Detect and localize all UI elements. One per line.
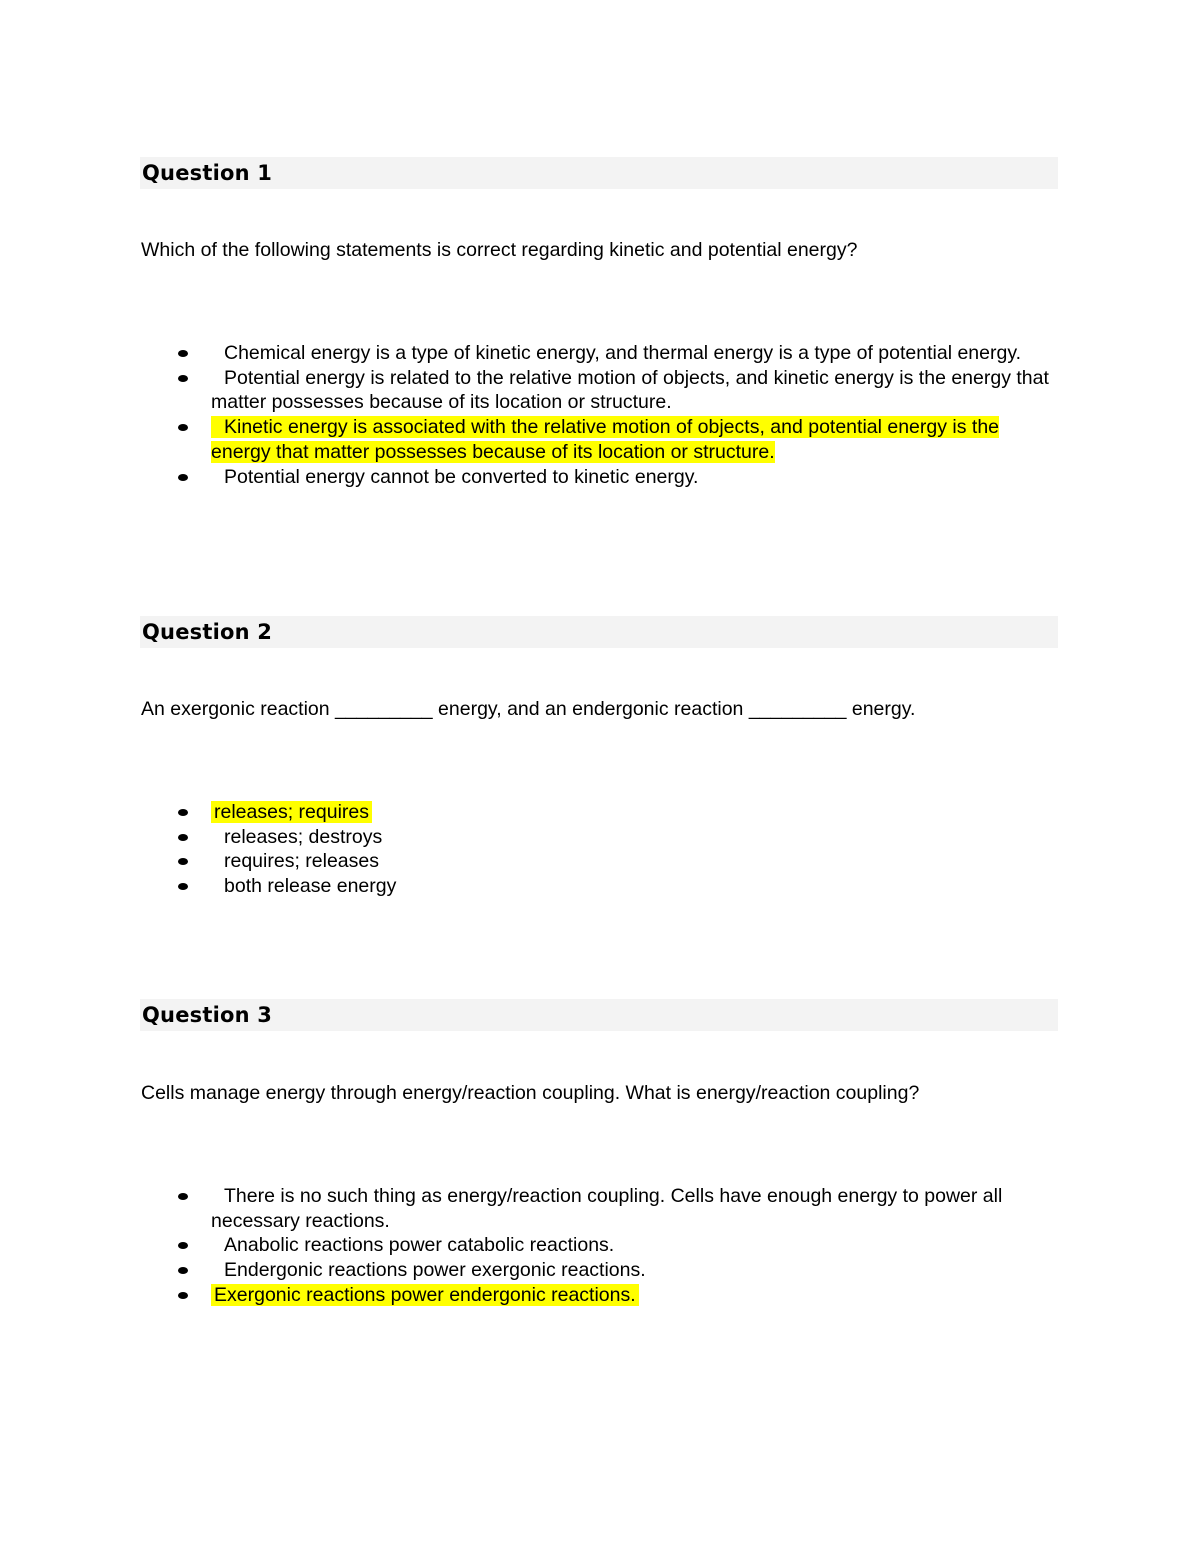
option-text-highlighted: Exergonic reactions power endergonic reactions. (211, 1284, 639, 1306)
question-2-header (140, 616, 1058, 648)
question-1-title: Question 1 (142, 161, 273, 185)
question-2-title: Question 2 (142, 620, 273, 644)
bullet-icon (178, 474, 188, 481)
option-text: There is no such thing as energy/reaction coupling. Cells have enough energy to power all necessary reactions. (211, 1185, 1003, 1232)
question-1-header (140, 157, 1058, 189)
option-text: Anabolic reactions power catabolic reactions. (224, 1234, 615, 1257)
option-text: Endergonic reactions power exergonic reactions. (224, 1259, 646, 1282)
bullet-icon (178, 350, 188, 357)
bullet-icon (178, 1267, 188, 1274)
bullet-icon (178, 424, 188, 431)
question-3-option-4-correct (0, 1283, 1059, 1308)
question-1-options (0, 341, 1200, 489)
question-3-option-2 (0, 1233, 1059, 1258)
question-2-option-4 (0, 874, 1059, 899)
question-1-option-4 (0, 465, 1059, 490)
bullet-icon (178, 1193, 188, 1200)
option-text: Chemical energy is a type of kinetic energy, and thermal energy is a type of potential energy. (224, 342, 1022, 364)
bullet-icon (178, 1242, 188, 1249)
option-text-highlighted: releases; requires (211, 801, 372, 823)
question-3-title: Question 3 (142, 1003, 273, 1027)
question-2-options (0, 800, 1200, 899)
option-text: both release energy (224, 875, 397, 898)
option-text: releases; destroys (224, 825, 383, 848)
bullet-icon (178, 883, 188, 890)
bullet-icon (178, 1292, 188, 1299)
question-2-option-1-correct (0, 800, 1059, 825)
question-2-text: An exergonic reaction _________ energy, and an endergonic reaction _________ energy. (141, 698, 916, 720)
question-2-option-2 (0, 825, 1059, 850)
question-1-option-3-correct (0, 415, 1059, 464)
question-3-options (0, 1184, 1200, 1308)
question-1-option-1 (0, 341, 1059, 366)
bullet-icon (178, 834, 188, 841)
option-text-highlighted: Kinetic energy is associated with the relative motion of objects, and potential energy is the energy that matter possesses because of its location or structure. (211, 416, 1000, 463)
option-text: Potential energy is related to the relative motion of objects, and kinetic energy is the energy that matter possesses because of its location or structure. (211, 366, 1049, 414)
question-3-text: Cells manage energy through energy/reaction coupling. What is energy/reaction coupling? (141, 1082, 920, 1104)
question-1-text: Which of the following statements is correct regarding kinetic and potential energy? (141, 239, 858, 261)
question-3-header (140, 999, 1058, 1031)
option-text: Potential energy cannot be converted to kinetic energy. (224, 465, 699, 488)
question-3-option-3 (0, 1258, 1059, 1283)
bullet-icon (178, 858, 188, 865)
bullet-icon (178, 375, 188, 382)
question-2-option-3 (0, 849, 1059, 874)
option-text: requires; releases (224, 850, 379, 873)
question-3-option-1 (0, 1184, 1059, 1233)
question-1-option-2 (0, 366, 1059, 415)
bullet-icon (178, 809, 188, 816)
